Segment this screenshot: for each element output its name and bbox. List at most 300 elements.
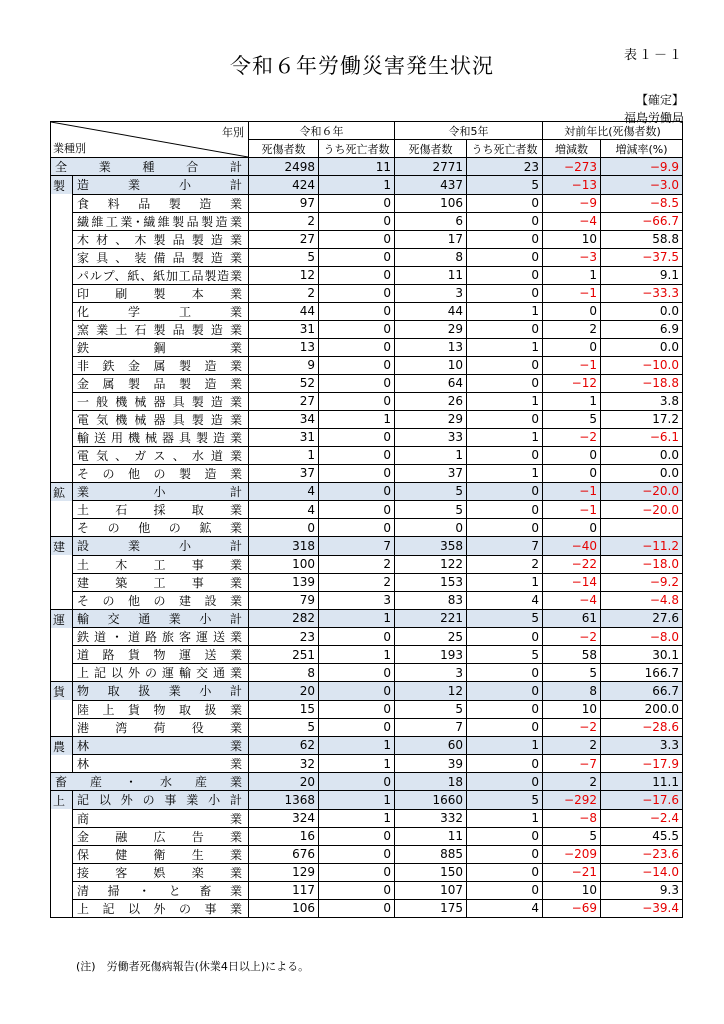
industry-name: 土 木 工 事 業 [73,555,249,573]
rate-value: −8.5 [601,194,683,212]
industry-group: 上 [51,791,73,810]
casualties-r5: 29 [395,410,467,428]
table-row [51,700,683,718]
table-row [51,302,683,320]
industry-group [51,519,73,537]
table-row [51,773,683,791]
deaths-r6: 2 [319,573,395,591]
deaths-r6: 0 [319,302,395,320]
industry-name: パルプ、紙、紙加工品製造業 [73,266,249,284]
header-rate: 増減率(%) [601,140,683,158]
industry-group [51,664,73,682]
table-row [51,446,683,464]
industry-name: 電気機械器具製造業 [73,410,249,428]
rate-value: −17.9 [601,755,683,773]
industry-group [51,320,73,338]
industry-group [51,827,73,845]
deaths-r5: 0 [467,863,543,881]
casualties-r5: 29 [395,320,467,338]
deaths-r5: 2 [467,555,543,573]
table-body [51,158,683,918]
industry-name: 商 業 [73,809,249,827]
increase-value: 58 [543,646,601,664]
industry-group [51,899,73,917]
deaths-r5: 5 [467,609,543,628]
industry-group [51,428,73,446]
increase-value: 0 [543,464,601,482]
increase-value: −2 [543,428,601,446]
table-row [51,338,683,356]
casualties-r6: 2498 [249,158,319,176]
industry-name: 木材、木製品製造業 [73,230,249,248]
rate-value: 27.6 [601,609,683,628]
deaths-r6: 1 [319,809,395,827]
casualties-r6: 676 [249,845,319,863]
table-row [51,464,683,482]
industry-group [51,573,73,591]
industry-group [51,863,73,881]
industry-name: 非鉄金属製造業 [73,356,249,374]
casualties-r5: 193 [395,646,467,664]
increase-value: 10 [543,230,601,248]
industry-name: 電気、ガス、水道業 [73,446,249,464]
casualties-r6: 106 [249,899,319,917]
increase-value: 2 [543,773,601,791]
increase-value: 5 [543,827,601,845]
casualties-r6: 62 [249,736,319,755]
rate-value: 30.1 [601,646,683,664]
industry-name: 陸上貨物取扱業 [73,700,249,718]
increase-value: 0 [543,302,601,320]
deaths-r6: 0 [319,845,395,863]
increase-value: −273 [543,158,601,176]
industry-name: そ の 他 の 建 設 業 [73,591,249,609]
deaths-r5: 0 [467,827,543,845]
industry-name: 設 業 小 計 [73,537,249,556]
deaths-r6: 0 [319,194,395,212]
casualties-r6: 16 [249,827,319,845]
industry-name: 造 業 小 計 [73,176,249,195]
industry-group [51,646,73,664]
deaths-r5: 0 [467,230,543,248]
deaths-r5: 0 [467,682,543,701]
table-row [51,158,683,176]
casualties-r6: 100 [249,555,319,573]
industry-name: 土 石 採 取 業 [73,501,249,519]
casualties-r5: 885 [395,845,467,863]
increase-value: −3 [543,248,601,266]
rate-value: −66.7 [601,212,683,230]
increase-value: 8 [543,682,601,701]
industry-name: 保 健 衛 生 業 [73,845,249,863]
industry-group [51,809,73,827]
casualties-r6: 37 [249,464,319,482]
casualties-r6: 1368 [249,791,319,810]
industry-name: 記以外の事業小計 [73,791,249,810]
casualties-r5: 60 [395,736,467,755]
deaths-r6: 0 [319,392,395,410]
deaths-r6: 1 [319,609,395,628]
deaths-r6: 0 [319,374,395,392]
deaths-r6: 0 [319,482,395,501]
rate-value: 17.2 [601,410,683,428]
casualties-r5: 26 [395,392,467,410]
industry-name: 畜 産 ・ 水 産 業 [51,773,249,791]
rate-value [601,519,683,537]
industry-name: そ の 他 の 製 造 業 [73,464,249,482]
deaths-r6: 0 [319,338,395,356]
rate-value: −14.0 [601,863,683,881]
casualties-r6: 20 [249,773,319,791]
table-row [51,482,683,501]
industry-group [51,230,73,248]
casualties-r6: 251 [249,646,319,664]
table-row [51,212,683,230]
deaths-r5: 0 [467,248,543,266]
industry-name: 上記以外の運輸交通業 [73,664,249,682]
deaths-r5: 0 [467,628,543,646]
rate-value: −4.8 [601,591,683,609]
deaths-r6: 0 [319,863,395,881]
table-row [51,809,683,827]
casualties-r6: 129 [249,863,319,881]
industry-name: 輸交通業小計 [73,609,249,628]
deaths-r5: 0 [467,482,543,501]
increase-value: −1 [543,482,601,501]
industry-name: 輸送用機械器具製造業 [73,428,249,446]
rate-value: −10.0 [601,356,683,374]
industry-group [51,845,73,863]
rate-value: 200.0 [601,700,683,718]
rate-value: 3.3 [601,736,683,755]
header-casualties-r5: 死傷者数 [395,140,467,158]
table-row [51,646,683,664]
table-row [51,791,683,810]
casualties-r5: 10 [395,356,467,374]
deaths-r6: 1 [319,176,395,195]
deaths-r6: 0 [319,773,395,791]
table-row [51,664,683,682]
industry-name: 建 築 工 事 業 [73,573,249,591]
rate-value: −33.3 [601,284,683,302]
rate-value: −20.0 [601,482,683,501]
deaths-r6: 1 [319,791,395,810]
increase-value: −69 [543,899,601,917]
industry-name: 印 刷 製 本 業 [73,284,249,302]
casualties-r6: 52 [249,374,319,392]
rate-value: 6.9 [601,320,683,338]
deaths-r5: 1 [467,464,543,482]
industry-name: 食 料 品 製 造 業 [73,194,249,212]
industry-group [51,446,73,464]
increase-value: 10 [543,700,601,718]
increase-value: −21 [543,863,601,881]
industry-name: 清 掃 ・ と 畜 業 [73,881,249,899]
casualties-r5: 44 [395,302,467,320]
increase-value: 1 [543,392,601,410]
deaths-r5: 23 [467,158,543,176]
industry-group [51,700,73,718]
increase-value: −2 [543,718,601,736]
industry-name: 繊維工業･繊維製品製造業 [73,212,249,230]
table-row [51,609,683,628]
deaths-r6: 0 [319,284,395,302]
casualties-r5: 12 [395,682,467,701]
deaths-r5: 1 [467,428,543,446]
deaths-r6: 0 [319,248,395,266]
header-r6: 令和６年 [249,122,395,140]
rate-value: −8.0 [601,628,683,646]
deaths-r5: 0 [467,881,543,899]
casualties-r6: 15 [249,700,319,718]
rate-value: −6.1 [601,428,683,446]
increase-value: −13 [543,176,601,195]
casualties-r5: 33 [395,428,467,446]
table-row [51,266,683,284]
casualties-r5: 13 [395,338,467,356]
industry-name: 一般機械器具製造業 [73,392,249,410]
industry-name: 物取扱業小計 [73,682,249,701]
table-row [51,374,683,392]
table-row [51,555,683,573]
casualties-r6: 13 [249,338,319,356]
rate-value: −23.6 [601,845,683,863]
casualties-r5: 5 [395,501,467,519]
deaths-r6: 0 [319,446,395,464]
industry-name: 家具、装備品製造業 [73,248,249,266]
casualties-r5: 107 [395,881,467,899]
industry-group: 農 [51,736,73,755]
industry-group: 製 [51,176,73,195]
table-row [51,863,683,881]
deaths-r5: 1 [467,573,543,591]
increase-value: 5 [543,410,601,428]
deaths-r5: 0 [467,773,543,791]
industry-name: 窯業土石製品製造業 [73,320,249,338]
deaths-r6: 1 [319,755,395,773]
casualties-r6: 424 [249,176,319,195]
industry-group: 運 [51,609,73,628]
industry-name: 金 融 広 告 業 [73,827,249,845]
increase-value: −4 [543,212,601,230]
deaths-r5: 7 [467,537,543,556]
casualties-r5: 153 [395,573,467,591]
industry-name: 接 客 娯 楽 業 [73,863,249,881]
table-row [51,573,683,591]
casualties-r6: 1 [249,446,319,464]
casualties-r5: 7 [395,718,467,736]
rate-value: −9.9 [601,158,683,176]
header-deaths-r5: うち死亡者数 [467,140,543,158]
deaths-r5: 5 [467,791,543,810]
deaths-r6: 0 [319,501,395,519]
casualties-r6: 34 [249,410,319,428]
casualties-r6: 2 [249,284,319,302]
casualties-r6: 5 [249,718,319,736]
rate-value: −11.2 [601,537,683,556]
table-row [51,881,683,899]
casualties-r5: 5 [395,700,467,718]
table-row [51,392,683,410]
deaths-r5: 0 [467,320,543,338]
deaths-r6: 1 [319,410,395,428]
table-row [51,537,683,556]
accident-table [50,121,683,918]
industry-group: 貨 [51,682,73,701]
deaths-r5: 0 [467,212,543,230]
deaths-r6: 0 [319,664,395,682]
increase-value: −1 [543,501,601,519]
rate-value: 58.8 [601,230,683,248]
industry-group [51,881,73,899]
deaths-r6: 0 [319,899,395,917]
table-row [51,736,683,755]
casualties-r6: 139 [249,573,319,591]
deaths-r6: 0 [319,464,395,482]
industry-group [51,628,73,646]
industry-group [51,356,73,374]
table-row [51,827,683,845]
rate-value: −3.0 [601,176,683,195]
corner-industry-label: 業種別 [53,142,86,155]
table-row [51,428,683,446]
table-row [51,591,683,609]
increase-value: −40 [543,537,601,556]
casualties-r5: 6 [395,212,467,230]
deaths-r5: 1 [467,736,543,755]
deaths-r5: 1 [467,338,543,356]
increase-value: −7 [543,755,601,773]
rate-value: 9.3 [601,881,683,899]
casualties-r5: 83 [395,591,467,609]
footnote: (注) 労働者死傷病報告(休業4日以上)による。 [76,960,310,973]
casualties-r6: 97 [249,194,319,212]
casualties-r6: 27 [249,230,319,248]
industry-name: 鉄 鋼 業 [73,338,249,356]
casualties-r5: 1 [395,446,467,464]
deaths-r5: 0 [467,501,543,519]
increase-value: −292 [543,791,601,810]
industry-name: 全 業 種 合 計 [51,158,249,176]
table-row [51,320,683,338]
industry-group [51,212,73,230]
deaths-r6: 3 [319,591,395,609]
casualties-r5: 37 [395,464,467,482]
header-deaths-r6: うち死亡者数 [319,140,395,158]
increase-value: 61 [543,609,601,628]
casualties-r5: 17 [395,230,467,248]
increase-value: 1 [543,266,601,284]
casualties-r5: 106 [395,194,467,212]
deaths-r6: 0 [319,718,395,736]
casualties-r5: 358 [395,537,467,556]
casualties-r5: 1660 [395,791,467,810]
industry-group: 建 [51,537,73,556]
page-title: 令和６年労働災害発生状況 [230,54,494,78]
casualties-r5: 64 [395,374,467,392]
industry-group [51,755,73,773]
casualties-r6: 23 [249,628,319,646]
increase-value: 10 [543,881,601,899]
deaths-r5: 1 [467,392,543,410]
deaths-r5: 5 [467,176,543,195]
deaths-r6: 0 [319,320,395,338]
increase-value: −9 [543,194,601,212]
table-row [51,194,683,212]
table-row [51,230,683,248]
deaths-r6: 0 [319,212,395,230]
casualties-r6: 117 [249,881,319,899]
deaths-r6: 0 [319,428,395,446]
rate-value: −20.0 [601,501,683,519]
casualties-r5: 3 [395,664,467,682]
corner-year-label: 年別 [222,126,244,139]
rate-value: 9.1 [601,266,683,284]
office-name: 福島労働局 [623,111,684,125]
increase-value: −4 [543,591,601,609]
rate-value: 11.1 [601,773,683,791]
casualties-r6: 27 [249,392,319,410]
table-row [51,718,683,736]
table-row [51,248,683,266]
increase-value: 0 [543,446,601,464]
casualties-r6: 324 [249,809,319,827]
rate-value: 0.0 [601,302,683,320]
deaths-r6: 0 [319,356,395,374]
casualties-r5: 5 [395,482,467,501]
table-row [51,899,683,917]
deaths-r6: 0 [319,827,395,845]
casualties-r6: 282 [249,609,319,628]
industry-name: 林 業 [73,755,249,773]
industry-name: 金属製品製造業 [73,374,249,392]
deaths-r6: 2 [319,555,395,573]
deaths-r6: 7 [319,537,395,556]
deaths-r5: 0 [467,718,543,736]
casualties-r5: 2771 [395,158,467,176]
rate-value: −17.6 [601,791,683,810]
casualties-r6: 44 [249,302,319,320]
increase-value: −209 [543,845,601,863]
increase-value: 2 [543,736,601,755]
casualties-r5: 11 [395,827,467,845]
deaths-r5: 0 [467,519,543,537]
deaths-r5: 0 [467,845,543,863]
rate-value: 45.5 [601,827,683,845]
casualties-r6: 2 [249,212,319,230]
deaths-r6: 0 [319,628,395,646]
casualties-r5: 175 [395,899,467,917]
industry-group [51,591,73,609]
industry-name: 林 業 [73,736,249,755]
table-row [51,284,683,302]
rate-value: −39.4 [601,899,683,917]
increase-value: −14 [543,573,601,591]
rate-value: 66.7 [601,682,683,701]
deaths-r5: 4 [467,591,543,609]
casualties-r6: 4 [249,482,319,501]
status-label: 【確定】 [635,93,684,107]
rate-value: 0.0 [601,338,683,356]
deaths-r5: 0 [467,374,543,392]
deaths-r6: 0 [319,682,395,701]
casualties-r6: 9 [249,356,319,374]
deaths-r5: 0 [467,266,543,284]
deaths-r5: 1 [467,809,543,827]
casualties-r5: 122 [395,555,467,573]
casualties-r5: 18 [395,773,467,791]
increase-value: 0 [543,338,601,356]
